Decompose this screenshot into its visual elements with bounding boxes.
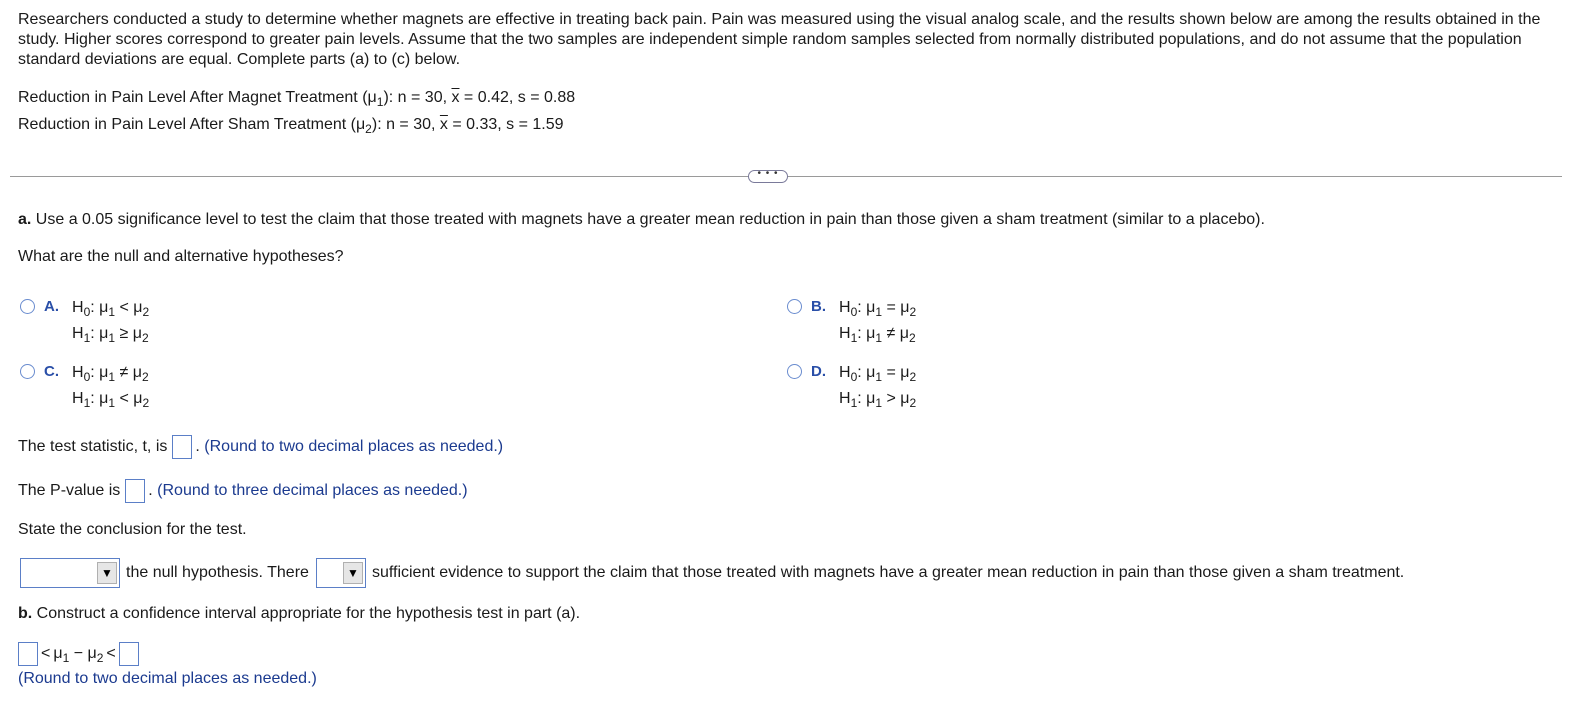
part-b-text: Construct a confidence interval appropriate for the hypothesis test in part (a). xyxy=(32,605,581,622)
part-a-letter: a. xyxy=(18,211,32,228)
given-magnet-stats: = 0.42, s = 0.88 xyxy=(459,89,576,106)
subscript: 2 xyxy=(96,651,104,665)
option-a-h1-relation: ≥ xyxy=(119,325,129,342)
option-c-h1-relation: < xyxy=(119,390,129,407)
option-c-h0-relation: ≠ xyxy=(119,364,129,381)
given-sham-label: Reduction in Pain Level After Sham Treatment (μ xyxy=(18,116,366,133)
given-magnet-label: Reduction in Pain Level After Magnet Treatment (μ xyxy=(18,89,377,106)
option-d-letter: D. xyxy=(811,363,826,380)
part-a-prompt xyxy=(18,211,1265,229)
expand-more-button[interactable]: • • • xyxy=(748,170,788,183)
hypotheses-question: What are the null and alternative hypotheses? xyxy=(18,248,344,265)
option-b-h1: $H_1$: $\mu_1 \ne \mu_2$ xyxy=(839,325,916,345)
part-a-text: Use a 0.05 significance level to test the claim that those treated with magnets have a greater mean reduction in pain than those given a sham treatment (similar to a placebo). xyxy=(31,211,1265,228)
option-a-h0-relation: < xyxy=(119,299,129,316)
ci-upper-input[interactable] xyxy=(119,642,139,666)
dropdown-arrow-icon[interactable]: ▼ xyxy=(343,562,363,584)
option-d-radio[interactable] xyxy=(787,364,802,379)
p-value-line xyxy=(18,479,468,503)
option-d-h1-relation: > xyxy=(886,390,896,407)
p-value-hint: (Round to three decimal places as needed.) xyxy=(157,482,468,499)
option-a-h1: $H_1$: $\mu_1 \ge \mu_2$ xyxy=(72,325,149,345)
conclusion-prompt: State the conclusion for the test. xyxy=(18,521,247,538)
option-d-h0-relation: = xyxy=(886,364,896,381)
given-magnet xyxy=(18,88,575,108)
test-statistic-line xyxy=(18,435,503,459)
ci-less-than: < xyxy=(41,645,51,662)
ci-hint: (Round to two decimal places as needed.) xyxy=(18,670,317,687)
reject-decision-select[interactable] xyxy=(20,558,120,588)
option-c-h0: $H_0$: $\mu_1 \ne \mu_2$ xyxy=(72,364,149,384)
given-sham xyxy=(18,115,564,135)
evidence-select[interactable] xyxy=(316,558,366,588)
option-c-h1: $H_1$: $\mu_1 < \mu_2$ xyxy=(72,390,150,410)
option-b-h0-relation: = xyxy=(886,299,896,316)
given-magnet-n: ): n = 30, xyxy=(383,89,452,106)
option-c[interactable] xyxy=(20,362,320,412)
subscript: 1 xyxy=(62,651,70,665)
conclusion-end-text: sufficient evidence to support the claim that those treated with magnets have a greater mean reduction in pain than those given a sham treatment. xyxy=(371,564,1405,581)
confidence-interval-row xyxy=(18,642,139,666)
option-b-h1-relation: ≠ xyxy=(886,325,896,342)
option-a[interactable] xyxy=(20,297,320,347)
xbar-symbol: $\overline{x}$ xyxy=(451,89,460,106)
mu-symbol: μ xyxy=(53,645,63,662)
test-statistic-hint: (Round to two decimal places as needed.) xyxy=(204,438,504,455)
option-d-h1: $H_1$: $\mu_1 > \mu_2$ xyxy=(839,390,917,410)
option-c-radio[interactable] xyxy=(20,364,35,379)
minus-mu: − μ xyxy=(69,645,97,662)
conclusion-mid-text: the null hypothesis. There xyxy=(126,564,309,581)
test-statistic-label: The test statistic, t, is xyxy=(18,438,168,455)
xbar-symbol: $\overline{x}$ xyxy=(439,116,448,133)
option-c-letter: C. xyxy=(44,363,59,380)
option-b-h0: $H_0$: $\mu_1 = \mu_2$ xyxy=(839,299,917,319)
period: . xyxy=(148,482,153,499)
test-statistic-input[interactable] xyxy=(172,435,192,459)
period: . xyxy=(195,438,200,455)
subscript: 2 xyxy=(365,122,372,136)
ci-lower-input[interactable] xyxy=(18,642,38,666)
option-d[interactable] xyxy=(787,362,1087,412)
given-sham-n: ): n = 30, xyxy=(371,116,440,133)
ci-less-than: < xyxy=(106,645,116,662)
option-b-radio[interactable] xyxy=(787,299,802,314)
dropdown-arrow-icon[interactable]: ▼ xyxy=(97,562,117,584)
option-b-letter: B. xyxy=(811,298,826,315)
option-d-h0: $H_0$: $\mu_1 = \mu_2$ xyxy=(839,364,917,384)
p-value-input[interactable] xyxy=(125,479,145,503)
conclusion-sentence xyxy=(18,557,1404,589)
subscript: 1 xyxy=(376,95,384,109)
part-b-prompt xyxy=(18,605,580,623)
problem-intro: Researchers conducted a study to determine whether magnets are effective in treating back pain. Pain was measured using the visual analog scale, and the results shown below are among the results obtained in the study. Higher scores correspond to greater pain levels. Assume that the two samples are independent simple random samples selected from normally distributed populations, and do not assume that the population standard deviations are equal. Complete parts (a) to (c) below. xyxy=(18,11,1541,68)
part-b-letter: b. xyxy=(18,605,33,622)
given-sham-stats: = 0.33, s = 1.59 xyxy=(447,116,564,133)
option-a-letter: A. xyxy=(44,298,59,315)
option-b[interactable] xyxy=(787,297,1087,347)
ci-expression xyxy=(53,645,103,663)
option-a-h0: $H_0$: $\mu_1 < \mu_2$ xyxy=(72,299,150,319)
option-a-radio[interactable] xyxy=(20,299,35,314)
p-value-label: The P-value is xyxy=(18,482,121,499)
